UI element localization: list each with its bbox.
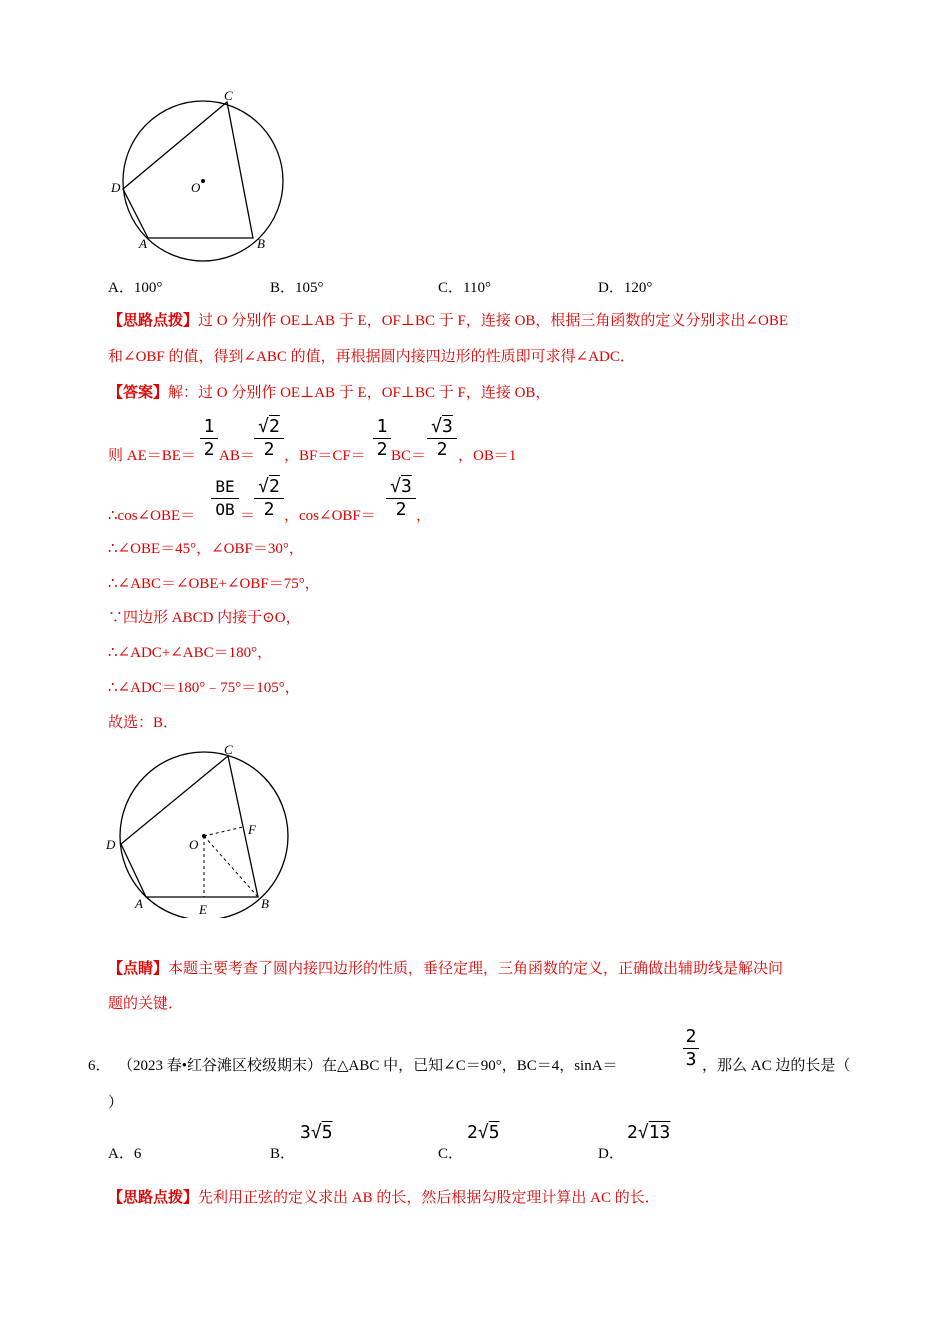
answer5-line8: ∴∠ADC＝180°﹣75°＝105°，	[108, 680, 300, 696]
figure-2-auxiliary-lines	[100, 736, 300, 918]
answer5-line3d: ，	[416, 508, 432, 524]
answer5-line2e: ，OB＝1	[458, 448, 517, 464]
label-a-2: A	[135, 896, 143, 911]
center-point	[201, 179, 205, 183]
answer5-line7: ∴∠ADC+∠ABC＝180°，	[108, 645, 273, 661]
label-b-2: B	[261, 896, 269, 911]
q6-text-b: ，那么 AC 边的长是（	[702, 1058, 851, 1074]
answer5-line5: ∴∠ABC＝∠OBE+∠OBF＝75°，	[108, 576, 320, 592]
answer5-line3b: ＝	[240, 508, 256, 524]
q6-text-c: ）	[108, 1095, 124, 1111]
option-c: C．110°	[438, 280, 491, 296]
frac-two-thirds: 2 3	[683, 1027, 699, 1070]
answer5-line4: ∴∠OBE＝45°，∠OBF＝30°，	[108, 541, 304, 557]
frac-sqrt2-over2-2: √2 2	[254, 477, 284, 520]
q6-text-a: （2023 春•红谷滩区校级期末）在△ABC 中，已知∠C＝90°，BC＝4，sinA＝	[118, 1058, 618, 1074]
q6-option-c-value: 2√5	[467, 1122, 500, 1143]
label-d-2: D	[106, 837, 116, 852]
q6-option-b-value: 3√5	[300, 1122, 333, 1143]
quadrilateral-abcd-2	[121, 756, 258, 897]
label-c-2: C	[224, 742, 233, 757]
hint5-line1: 【思路点拨】过 O 分别作 OE⊥AB 于 E，OF⊥BC 于 F，连接 OB，根据三角函数的定义分别求出∠OBE	[108, 313, 788, 329]
option-a: A．100°	[108, 280, 163, 296]
q6-option-d-letter: D．	[598, 1146, 624, 1162]
answer5-line2a: 则 AE＝BE＝	[108, 448, 196, 464]
label-o-2: O	[189, 837, 199, 852]
answer5-line2c: ，BF＝CF＝	[284, 448, 366, 464]
frac-sqrt3-over2-2: √3 2	[386, 477, 416, 520]
q6-option-c-letter: C．	[438, 1146, 464, 1162]
answer5-line9: 故选：B．	[108, 715, 179, 731]
label-c: C	[224, 88, 233, 103]
label-o: O	[191, 180, 201, 195]
answer5-line2b: AB＝	[219, 448, 255, 464]
comment5-line2: 题的关键．	[108, 996, 184, 1012]
q6-option-b-letter: B．	[270, 1146, 296, 1162]
answer5-line3c: ，cos∠OBF＝	[284, 508, 376, 524]
label-b: B	[257, 236, 265, 251]
answer5-line3a: ∴cos∠OBE＝	[108, 508, 196, 524]
label-d: D	[111, 180, 121, 195]
option-b: B．105°	[270, 280, 324, 296]
frac-sqrt2-over2-1: √2 2	[254, 417, 284, 460]
figure-1-circle-quadrilateral	[105, 88, 285, 266]
center-point-2	[202, 834, 206, 838]
segment-of	[204, 827, 243, 836]
answer5-line6: ∵四边形 ABCD 内接于⊙O，	[108, 610, 301, 626]
q6-option-a: A．6	[108, 1146, 142, 1162]
label-e-2: E	[199, 902, 207, 917]
frac-half-1: 1 2	[200, 417, 218, 460]
segment-ob	[204, 836, 258, 897]
answer5-line1: 【答案】解：过 O 分别作 OE⊥AB 于 E，OF⊥BC 于 F，连接 OB，	[108, 385, 551, 401]
quadrilateral-abcd	[123, 102, 253, 238]
label-a: A	[139, 236, 147, 251]
answer5-line2d: BC＝	[391, 448, 427, 464]
q6-number: 6．	[88, 1058, 111, 1074]
label-f-2: F	[248, 822, 256, 837]
frac-sqrt3-over2-1: √3 2	[427, 417, 457, 460]
option-d: D．120°	[598, 280, 653, 296]
hint6-line1: 【思路点拨】先利用正弦的定义求出 AB 的长，然后根据勾股定理计算出 AC 的长．	[108, 1190, 660, 1206]
comment5-line1: 【点睛】本题主要考查了圆内接四边形的性质，垂径定理，三角函数的定义，正确做出辅助线是解决问	[108, 961, 784, 977]
q6-option-d-value: 2√13	[627, 1122, 671, 1143]
hint5-line2: 和∠OBF 的值，得到∠ABC 的值，再根据圆内接四边形的性质即可求得∠ADC．	[108, 349, 635, 365]
frac-be-over-ob: BE OB	[211, 477, 239, 520]
frac-half-2: 1 2	[373, 417, 391, 460]
